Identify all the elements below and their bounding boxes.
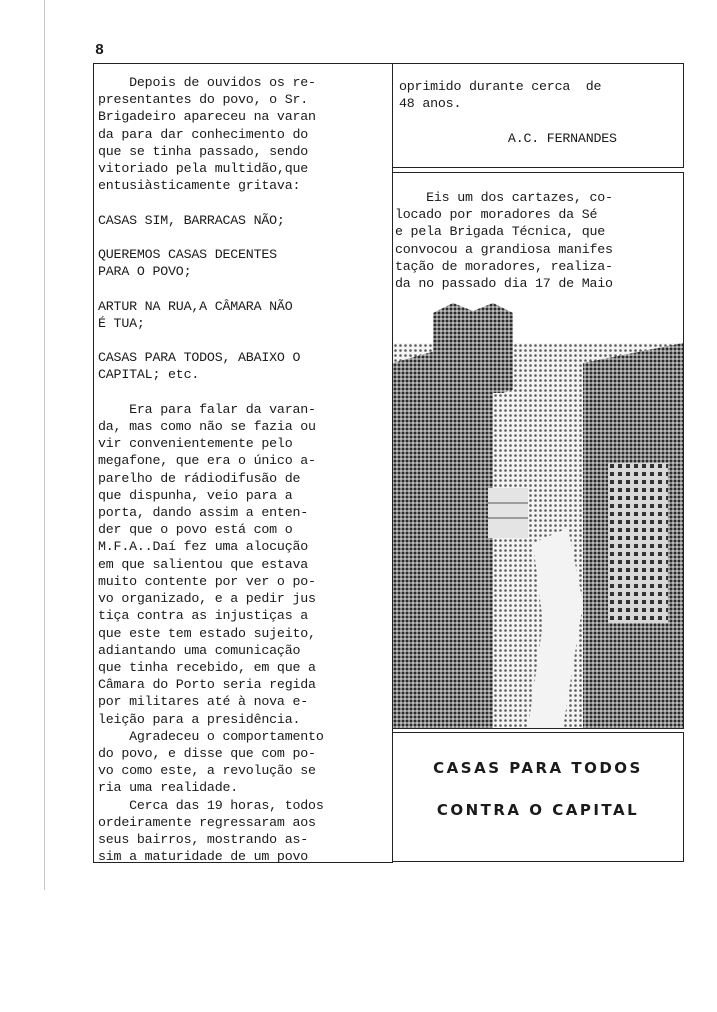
article-line: da, mas como não se fazia ou [98, 419, 316, 435]
caption-line: e pela Brigada Técnica, que [395, 224, 606, 240]
slogan-line-1: CASAS PARA TODOS [433, 759, 643, 777]
article-line: que se tinha passado, sendo [98, 143, 309, 159]
article-line: Câmara do Porto seria regida [98, 677, 316, 693]
article-line: Brigadeiro apareceu na varan [98, 109, 316, 125]
article-ending-line [399, 112, 617, 129]
article-line: leição para a presidência. [98, 711, 301, 727]
caption-line: locado por moradores da Sé [395, 207, 598, 223]
article-line: vir convenientemente pelo [98, 436, 293, 452]
caption-line: convocou a grandiosa manifes [395, 241, 613, 257]
article-line: PARA O POVO; [98, 264, 192, 280]
article-line: vitoriado pela multidão,que [98, 161, 309, 177]
article-line [98, 332, 324, 349]
caption-line: da no passado dia 17 de Maio [395, 276, 613, 292]
left-column-box [93, 63, 393, 863]
article-line: seus bairros, mostrando as- [98, 831, 309, 847]
article-line [98, 280, 324, 297]
article-line: da para dar conhecimento do [98, 126, 309, 142]
page-edge [44, 0, 45, 890]
article-line: ria uma realidade. [98, 780, 239, 796]
article-ending-line: A.C. FERNANDES [399, 130, 617, 146]
caption-line: tação de moradores, realiza- [395, 258, 613, 274]
article-line: CAPITAL; etc. [98, 367, 200, 383]
article-line: vo organizado, e a pedir jus [98, 591, 316, 607]
article-line: do povo, e disse que com po- [98, 745, 316, 761]
article-line: Depois de ouvidos os re- [98, 75, 316, 90]
article-line: QUEREMOS CASAS DECENTES [98, 247, 277, 263]
article-line: CASAS PARA TODOS, ABAIXO O [98, 350, 301, 366]
slogan-line-2: CONTRA O CAPITAL [436, 801, 640, 819]
article-line: vo como este, a revolução se [98, 763, 316, 779]
article-ending-line: oprimido durante cerca de [399, 79, 602, 94]
article-line: por militares até à nova e- [98, 694, 309, 710]
article-text [98, 74, 324, 865]
photo-caption [395, 189, 613, 292]
poster-photo [393, 303, 683, 728]
caption-line: Eis um dos cartazes, co- [395, 190, 613, 205]
article-line: der que o povo está com o [98, 522, 293, 538]
article-line: que tinha recebido, em que a [98, 659, 316, 675]
article-line [98, 384, 324, 401]
article-line: megafone, que era o único a- [98, 453, 316, 469]
article-line: porta, dando assim a enten- [98, 505, 309, 521]
article-line: em que salientou que estava [98, 556, 309, 572]
article-line: adiantando uma comunicação [98, 642, 301, 658]
article-line: presentantes do povo, o Sr. [98, 92, 309, 108]
article-line: tiça contra as injustiças a [98, 608, 309, 624]
article-ending-text [399, 78, 617, 147]
article-line [98, 194, 324, 211]
article-line: entusiàsticamente gritava: [98, 178, 301, 194]
article-line: parelho de rádiodifusão de [98, 470, 301, 486]
article-ending-line: 48 anos. [399, 96, 462, 112]
article-line: Era para falar da varan- [98, 401, 316, 417]
article-line: Agradeceu o comportamento [98, 728, 324, 744]
article-line [98, 229, 324, 246]
article-line: CASAS SIM, BARRACAS NÃO; [98, 212, 285, 228]
article-ending-box [392, 63, 684, 168]
photo-box [392, 172, 684, 729]
page-number: 8 [95, 42, 105, 59]
article-line: ordeiramente regressaram aos [98, 814, 316, 830]
article-line: M.F.A..Daí fez uma alocução [98, 539, 309, 555]
article-line: sim a maturidade de um povo [98, 849, 309, 865]
article-line: ARTUR NA RUA,A CÂMARA NÃO [98, 298, 293, 314]
article-line: É TUA; [98, 315, 145, 331]
article-line: que este tem estado sujeito, [98, 625, 316, 641]
article-line: muito contente por ver o po- [98, 573, 316, 589]
slogan-banner-box [392, 732, 684, 862]
article-line: que dispunha, veio para a [98, 487, 293, 503]
article-line: Cerca das 19 horas, todos [98, 797, 324, 813]
